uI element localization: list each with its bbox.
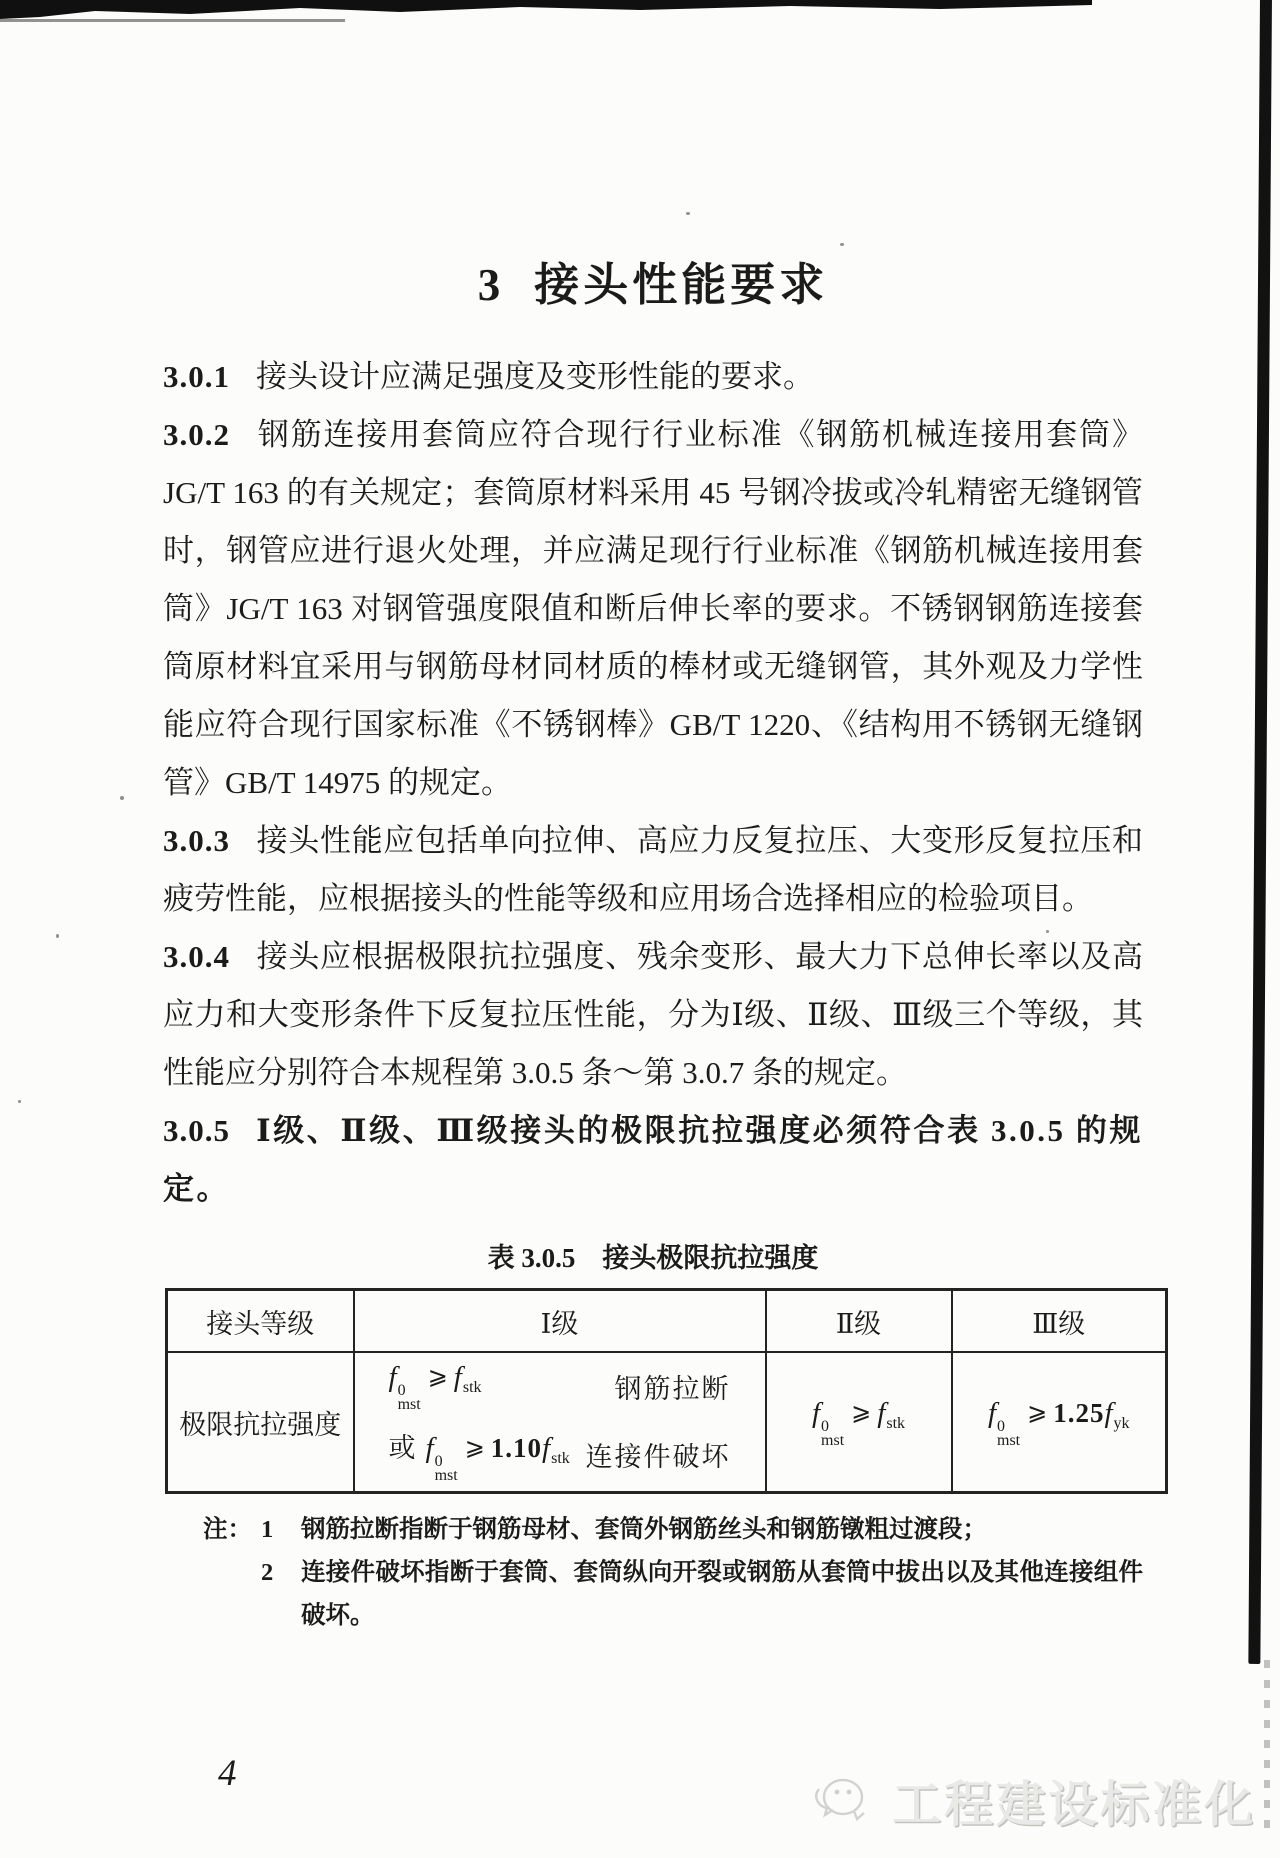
- grade-2-cell: [766, 1352, 952, 1493]
- note-2: [203, 1551, 1143, 1637]
- header-grade-1: Ⅰ级: [354, 1290, 766, 1353]
- f-superscript: 0: [397, 1382, 406, 1399]
- failure-mode-label: 连接件破坏: [585, 1442, 731, 1472]
- coefficient: 1.10: [490, 1433, 543, 1463]
- header-joint-grade: 接头等级: [167, 1290, 354, 1353]
- f-symbol: f: [425, 1432, 434, 1464]
- scan-artifact-top-line: [0, 19, 345, 22]
- scan-speck: [840, 243, 844, 246]
- geq-operator: ⩾: [427, 1362, 448, 1390]
- f-subscript: mst: [397, 1396, 421, 1413]
- grade-1-cell: [354, 1352, 766, 1493]
- scan-artifact-right-edge: [1248, 0, 1272, 1664]
- grade-1-criterion-a: [355, 1361, 765, 1412]
- scan-speck: [18, 1100, 21, 1103]
- f-superscript: 0: [821, 1417, 830, 1435]
- scan-speck: [56, 934, 59, 938]
- scan-artifact-right-fade: [1264, 1660, 1270, 1830]
- f-subscript: mst: [997, 1431, 1021, 1449]
- wechat-icon: [810, 1767, 888, 1836]
- formula-grade2: [811, 1396, 906, 1449]
- clause-text: 钢筋连接用套筒应符合现行行业标准《钢筋机械连接用套筒》JG/T 163 的有关规定；套筒原材料采用 45 号钢冷拔或冷轧精密无缝钢管时，钢管应进行退火处理，并应满足现行行业标准《钢筋机械连接用套筒》JG/T 163 对钢管强度限值和断后伸长率的要求。不锈钢钢筋连接套筒原材料宜采用与钢筋母材同材质的棒材或无缝钢管，其外观及力学性能应符合现行国家标准《不锈钢棒》GB/T 1220、《结构用不锈钢无缝钢管》GB/T 14975 的规定。: [163, 417, 1143, 800]
- f-symbol: f: [987, 1396, 996, 1429]
- scan-speck: [120, 796, 124, 800]
- note-1: [203, 1508, 1143, 1551]
- clause-number: 3.0.3: [163, 823, 230, 858]
- clause-number: 3.0.2: [163, 417, 230, 452]
- scan-speck: [686, 212, 690, 215]
- note-prefix-spacer: [203, 1551, 261, 1637]
- f-symbol: f: [388, 1361, 397, 1393]
- row-label-ultimate-tensile-strength: 极限抗拉强度: [167, 1352, 354, 1493]
- formula-grade3: [987, 1396, 1130, 1449]
- watermark: [810, 1766, 1256, 1836]
- grade-1-criterion-b: [355, 1426, 765, 1483]
- clause-text: Ⅰ级、Ⅱ级、Ⅲ级接头的极限抗拉强度必须符合表 3.0.5 的规定。: [163, 1113, 1143, 1206]
- header-grade-2: Ⅱ级: [766, 1290, 952, 1353]
- f-subscript: mst: [434, 1467, 458, 1484]
- note-prefix: 注：: [203, 1516, 252, 1543]
- formula-grade1-a: [389, 1361, 482, 1412]
- failure-mode-label: 钢筋拉断: [614, 1374, 731, 1404]
- f-subscript: stk: [462, 1379, 482, 1396]
- f-supsub: [398, 1384, 421, 1412]
- or-prefix: 或: [388, 1433, 416, 1463]
- f-superscript: 0: [997, 1417, 1005, 1435]
- page-content: [163, 258, 1143, 1637]
- clause-number: 3.0.5: [163, 1113, 230, 1148]
- f-subscript: yk: [1113, 1414, 1130, 1432]
- clause-3-0-1: [163, 348, 1143, 406]
- clause-3-0-4: [163, 928, 1143, 1102]
- chapter-title: [163, 258, 1143, 312]
- geq-operator: ⩾: [851, 1397, 872, 1426]
- note-number: 1: [261, 1516, 274, 1543]
- table-header-row: [167, 1290, 1167, 1353]
- clause-text: 接头设计应满足强度及变形性能的要求。: [256, 359, 814, 394]
- geq-operator: ⩾: [464, 1433, 485, 1461]
- table-data-row: [167, 1352, 1167, 1493]
- f-supsub: [997, 1417, 1021, 1449]
- f-supsub: [435, 1455, 458, 1483]
- clause-3-0-3: [163, 812, 1143, 928]
- f-supsub: [821, 1417, 845, 1449]
- clause-number: 3.0.1: [163, 359, 230, 394]
- f-symbol: f: [542, 1432, 551, 1464]
- f-symbol: f: [453, 1361, 462, 1393]
- page-number: 4: [218, 1753, 237, 1794]
- f-subscript: stk: [551, 1450, 570, 1467]
- note-text: 钢筋拉断指断于钢筋母材、套筒外钢筋丝头和钢筋镦粗过渡段；: [301, 1516, 987, 1543]
- f-subscript: mst: [821, 1431, 845, 1449]
- grade-3-cell: [952, 1352, 1167, 1493]
- clause-text: 接头应根据极限抗拉强度、残余变形、最大力下总伸长率以及高应力和大变形条件下反复拉压性能，分为Ⅰ级、Ⅱ级、Ⅲ级三个等级，其性能应分别符合本规程第 3.0.5 条～第 3.0.7 条的规定。: [163, 939, 1143, 1090]
- clause-text: 接头性能应包括单向拉伸、高应力反复拉压、大变形反复拉压和疲劳性能，应根据接头的性能等级和应用场合选择相应的检验项目。: [163, 823, 1143, 916]
- chapter-number: 3: [477, 260, 501, 310]
- table-title: 表 3.0.5 接头极限抗拉强度: [487, 1243, 819, 1273]
- scan-artifact-top-edge: [0, 0, 1092, 20]
- f-symbol: f: [1104, 1396, 1113, 1429]
- note-text: 连接件破坏指断于套筒、套筒纵向开裂或钢筋从套筒中拔出以及其他连接组件破坏。: [301, 1559, 1143, 1629]
- table-notes: [203, 1508, 1143, 1637]
- clause-3-0-2: [163, 406, 1143, 812]
- f-symbol: f: [811, 1396, 821, 1429]
- clause-3-0-5: [163, 1102, 1143, 1218]
- grade-1-criteria: [355, 1353, 765, 1491]
- note-number: 2: [261, 1559, 274, 1586]
- watermark-text: 工程建设标准化: [891, 1777, 1256, 1832]
- f-subscript: stk: [886, 1414, 906, 1432]
- coefficient: 1.25: [1053, 1397, 1105, 1428]
- geq-operator: ⩾: [1027, 1397, 1048, 1426]
- f-superscript: 0: [434, 1453, 443, 1470]
- f-symbol: f: [877, 1396, 886, 1429]
- chapter-title-text: 接头性能要求: [534, 260, 829, 310]
- formula-grade1-b: [389, 1426, 570, 1483]
- header-grade-3: Ⅲ级: [952, 1290, 1167, 1353]
- strength-table: [165, 1288, 1168, 1494]
- clause-number: 3.0.4: [163, 939, 230, 974]
